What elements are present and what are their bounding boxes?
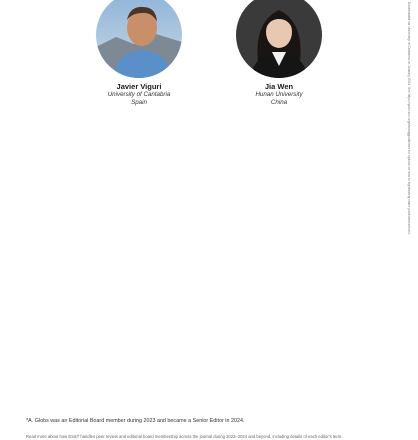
editor-name: Jia Wen xyxy=(264,82,294,91)
editor-card xyxy=(79,0,199,107)
editor-name: Javier Viguri xyxy=(116,82,162,91)
editor-affiliation: University of Cantabria xyxy=(107,91,171,98)
editor-affiliation: Hunan University xyxy=(255,91,303,98)
download-notice-strip xyxy=(407,0,413,439)
bottom-text-line: Read more about how ES&T handles peer review and editorial board membership across the journal during 2023–2024 and beyond, including details of each editor's term. xyxy=(26,434,343,439)
editor-card xyxy=(219,0,339,107)
footnote: *A. Globs was an Editorial Board member during 2023 and became a Senior Editor in 2024. xyxy=(26,418,245,424)
avatar-photo xyxy=(96,0,182,78)
portrait-image xyxy=(236,0,322,78)
avatar-photo xyxy=(236,0,322,78)
download-notice-text: Downloaded via University of Cantabria on January 2024. See https://pubs.acs.org/sharingguidelines for options on how to legitimately share published articles. xyxy=(407,2,411,235)
editor-country: China xyxy=(270,99,288,106)
editor-country: Spain xyxy=(131,99,147,106)
portrait-image xyxy=(96,0,182,78)
